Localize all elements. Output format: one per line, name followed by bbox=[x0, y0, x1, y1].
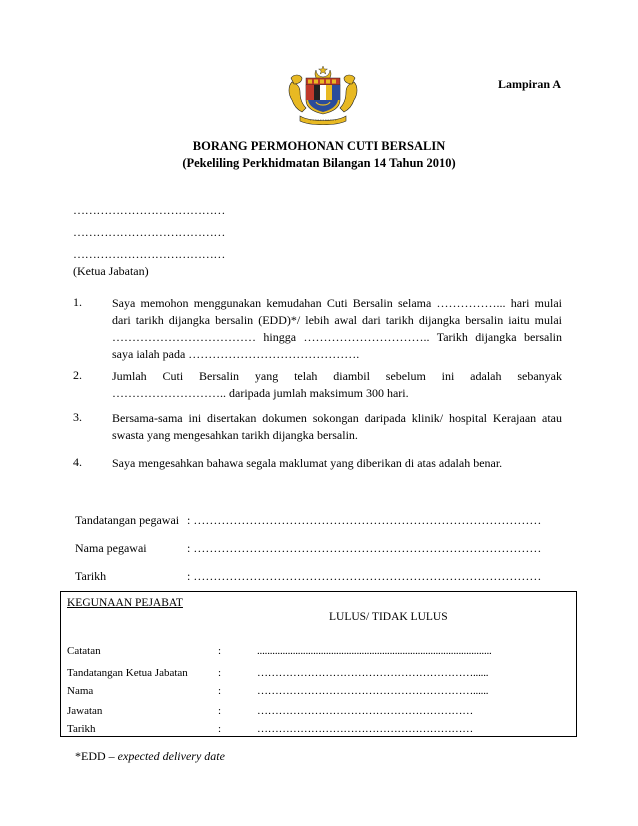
item-line: dari tarikh dijangka bersalin (EDD)*/ lebih awal dari tarikh dijangka bersalin iaitu mulai bbox=[112, 313, 562, 327]
office-use-box bbox=[60, 591, 577, 737]
form-subtitle: (Pekeliling Perkhidmatan Bilangan 14 Tahun 2010) bbox=[182, 156, 456, 170]
item-line: saya ialah pada ……………………………………. bbox=[112, 347, 360, 361]
item-text bbox=[112, 410, 562, 444]
item-line: Saya memohon menggunakan kemudahan Cuti Bersalin selama ……………... hari mulai bbox=[112, 296, 562, 310]
head-position-field[interactable]: …………………………………………………… bbox=[257, 705, 474, 717]
item-line: Jumlah Cuti Bersalin yang telah diambil sebelum ini adalah sebanyak bbox=[112, 369, 562, 383]
coat-of-arms-icon bbox=[286, 64, 360, 126]
item-line: ……………………….. daripada jumlah maksimum 300 hari. bbox=[112, 386, 409, 400]
date-field[interactable]: : …………………………………………………………………………… bbox=[187, 569, 542, 583]
appendix-label: Lampiran A bbox=[498, 77, 562, 91]
item-number: 2. bbox=[73, 368, 82, 382]
signature-label: Tandatangan pegawai bbox=[75, 513, 180, 527]
office-row-colon: : bbox=[218, 667, 222, 679]
item-line: swasta yang mengesahkan tarikh dijangka bersalin. bbox=[112, 428, 358, 442]
office-row-colon: : bbox=[218, 685, 222, 697]
office-row-colon: : bbox=[218, 723, 222, 735]
office-row-label: Tandatangan Ketua Jabatan bbox=[67, 667, 188, 679]
address-line-2[interactable]: ………………………………… bbox=[73, 225, 226, 239]
address-line-1[interactable]: ………………………………… bbox=[73, 203, 226, 217]
office-row-colon: : bbox=[218, 645, 222, 657]
item-number: 1. bbox=[73, 295, 82, 309]
item-line: ……………………………… hingga ………………………….. Tarikh dijangka bersalin bbox=[112, 330, 562, 344]
office-row-label: Nama bbox=[67, 685, 94, 697]
head-signature-field[interactable]: ……………………………………………………...... bbox=[257, 667, 489, 679]
item-number: 3. bbox=[73, 410, 82, 424]
name-label: Nama pegawai bbox=[75, 541, 147, 555]
office-row-label: Jawatan bbox=[67, 705, 103, 717]
item-line: Saya mengesahkan bahawa segala maklumat yang diberikan di atas adalah benar. bbox=[112, 456, 503, 470]
address-line-3[interactable]: ………………………………… bbox=[73, 247, 226, 261]
item-text bbox=[112, 455, 562, 472]
approval-status[interactable]: LULUS/ TIDAK LULUS bbox=[329, 611, 448, 623]
office-use-heading: KEGUNAAN PEJABAT bbox=[67, 597, 183, 609]
office-row-label: Tarikh bbox=[67, 723, 96, 735]
office-row-colon: : bbox=[218, 705, 222, 717]
footnote bbox=[75, 749, 225, 764]
footnote-text: expected delivery date bbox=[117, 749, 225, 763]
office-row-label: Catatan bbox=[67, 645, 101, 657]
head-date-field[interactable]: …………………………………………………… bbox=[257, 723, 474, 735]
item-text bbox=[112, 368, 562, 402]
office-remarks-field[interactable]: ............................................................................................ bbox=[257, 645, 492, 657]
date-label: Tarikh bbox=[75, 569, 107, 583]
item-number: 4. bbox=[73, 455, 82, 469]
item-line: Bersama-sama ini disertakan dokumen sokongan daripada klinik/ hospital Kerajaan atau bbox=[112, 411, 562, 425]
item-text bbox=[112, 295, 562, 363]
form-title: BORANG PERMOHONAN CUTI BERSALIN bbox=[192, 139, 446, 153]
name-field[interactable]: : …………………………………………………………………………… bbox=[187, 541, 542, 555]
signature-field[interactable]: : …………………………………………………………………………… bbox=[187, 513, 542, 527]
footnote-marker: *EDD – bbox=[75, 749, 118, 763]
head-name-field[interactable]: ……………………………………………………...... bbox=[257, 685, 489, 697]
recipient-label: (Ketua Jabatan) bbox=[73, 264, 149, 278]
